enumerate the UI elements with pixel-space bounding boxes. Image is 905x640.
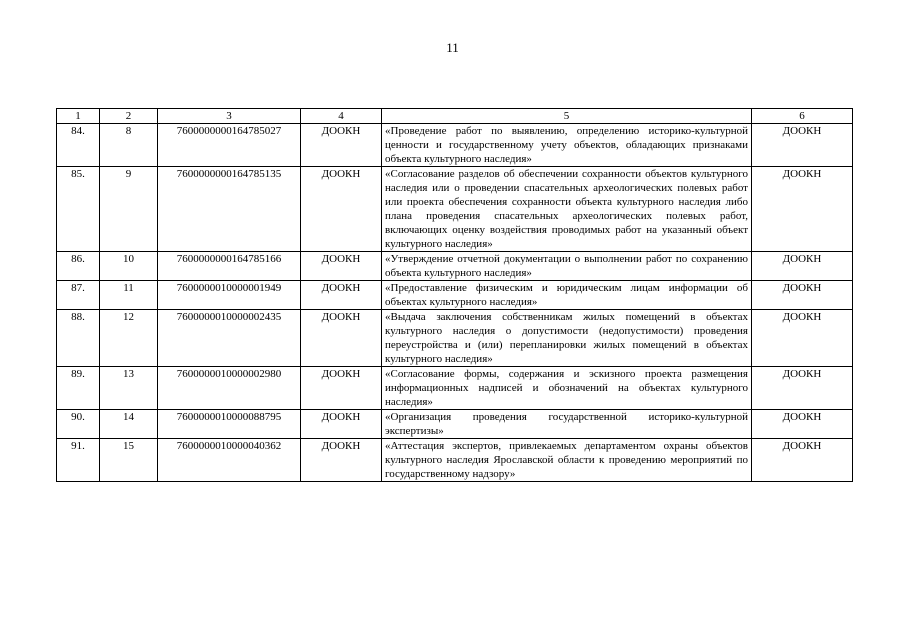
service-name: «Согласование разделов об обеспечении сохранности объектов культурного наследия или о проведении спасательных археологических полевых работ или проекта обеспечения сохранности объекта культурного наследия либо плана проведения спасательных археологических полевых работ, включающих оценку воздействия проводимых работ на указанный объект культурного наследия»	[382, 167, 752, 252]
column-header: 1	[57, 109, 100, 124]
row-subnumber: 14	[100, 410, 158, 439]
page-number: 11	[446, 40, 459, 55]
organization: ДООКН	[301, 310, 382, 367]
table-row	[57, 252, 853, 281]
organization: ДООКН	[301, 124, 382, 167]
service-code: 7600000000164785166	[158, 252, 301, 281]
service-code: 7600000010000040362	[158, 439, 301, 482]
service-code: 7600000010000002435	[158, 310, 301, 367]
row-subnumber: 12	[100, 310, 158, 367]
organization: ДООКН	[301, 167, 382, 252]
table-row	[57, 439, 853, 482]
table-row	[57, 167, 853, 252]
organization: ДООКН	[301, 367, 382, 410]
column-header: 3	[158, 109, 301, 124]
row-number: 85.	[57, 167, 100, 252]
row-subnumber: 8	[100, 124, 158, 167]
services-table	[56, 108, 853, 482]
row-number: 90.	[57, 410, 100, 439]
row-subnumber: 10	[100, 252, 158, 281]
row-number: 86.	[57, 252, 100, 281]
table-row	[57, 367, 853, 410]
service-code: 7600000010000001949	[158, 281, 301, 310]
department: ДООКН	[752, 310, 853, 367]
department: ДООКН	[752, 252, 853, 281]
organization: ДООКН	[301, 252, 382, 281]
service-name: «Согласование формы, содержания и эскизного проекта размещения информационных надписей и обозначений на объектах культурного наследия»	[382, 367, 752, 410]
column-header: 6	[752, 109, 853, 124]
service-code: 7600000010000088795	[158, 410, 301, 439]
table-row	[57, 410, 853, 439]
organization: ДООКН	[301, 439, 382, 482]
row-subnumber: 9	[100, 167, 158, 252]
table-row	[57, 310, 853, 367]
row-subnumber: 11	[100, 281, 158, 310]
service-name: «Выдача заключения собственникам жилых помещений в объектах культурного наследия о допустимости (недопустимости) проведения переустройства и (или) перепланировки жилых помещений в объектах культурного наследия»	[382, 310, 752, 367]
department: ДООКН	[752, 367, 853, 410]
department: ДООКН	[752, 439, 853, 482]
row-number: 88.	[57, 310, 100, 367]
column-header: 5	[382, 109, 752, 124]
column-header: 2	[100, 109, 158, 124]
service-name: «Утверждение отчетной документации о выполнении работ по сохранению объекта культурного наследия»	[382, 252, 752, 281]
row-number: 91.	[57, 439, 100, 482]
row-subnumber: 15	[100, 439, 158, 482]
service-code: 7600000000164785135	[158, 167, 301, 252]
organization: ДООКН	[301, 410, 382, 439]
service-name: «Предоставление физическим и юридическим лицам информации об объектах культурного наследия»	[382, 281, 752, 310]
service-code: 7600000010000002980	[158, 367, 301, 410]
table-row	[57, 124, 853, 167]
department: ДООКН	[752, 124, 853, 167]
row-subnumber: 13	[100, 367, 158, 410]
row-number: 84.	[57, 124, 100, 167]
service-name: «Организация проведения государственной историко-культурной экспертизы»	[382, 410, 752, 439]
department: ДООКН	[752, 410, 853, 439]
organization: ДООКН	[301, 281, 382, 310]
service-name: «Аттестация экспертов, привлекаемых департаментом охраны объектов культурного наследия Ярославской области к проведению мероприятий по государственному надзору»	[382, 439, 752, 482]
column-header: 4	[301, 109, 382, 124]
department: ДООКН	[752, 167, 853, 252]
service-name: «Проведение работ по выявлению, определению историко-культурной ценности и государственному учету объектов, обладающих признаками объекта культурного наследия»	[382, 124, 752, 167]
table-header-row	[57, 109, 853, 124]
department: ДООКН	[752, 281, 853, 310]
table-row	[57, 281, 853, 310]
row-number: 89.	[57, 367, 100, 410]
service-code: 7600000000164785027	[158, 124, 301, 167]
row-number: 87.	[57, 281, 100, 310]
